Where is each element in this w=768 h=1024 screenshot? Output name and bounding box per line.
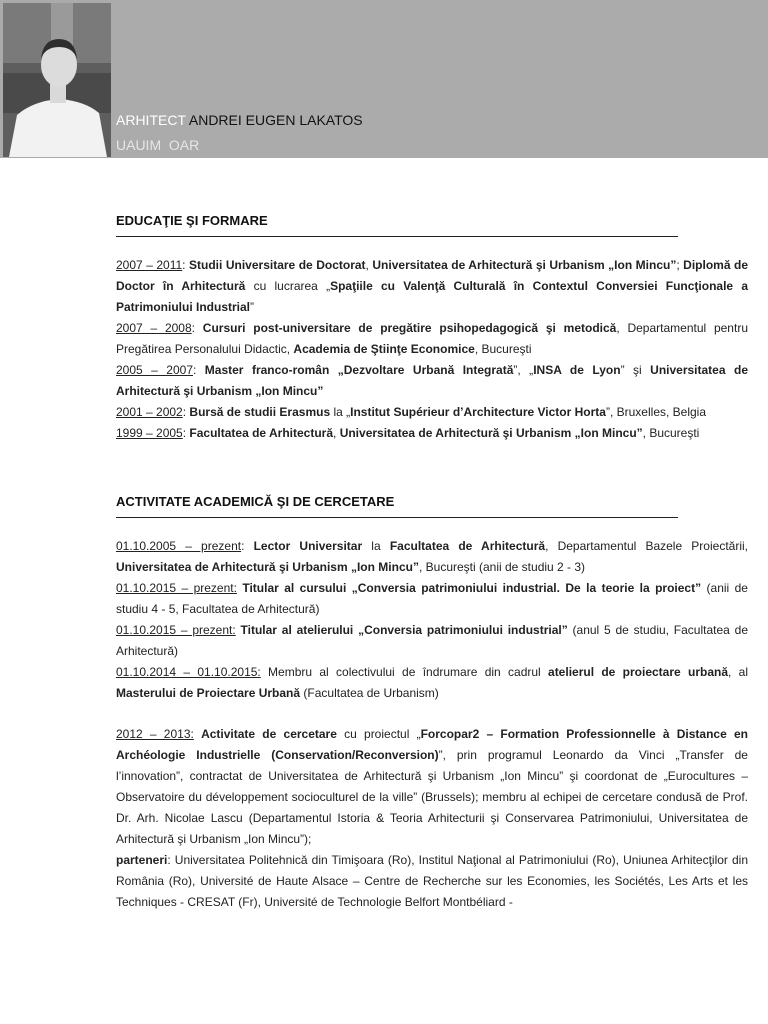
entry-text-bold: atelierul de proiectare urbană [548,665,729,679]
entry-text-bold: Universitatea de Arhitectură şi Urbanism „Ion Mincu” [372,258,677,272]
entry-date: 2001 – 2002 [116,405,183,419]
education-section [116,213,748,444]
entry-text: : [191,321,203,335]
entry-text: la [362,539,390,553]
profile-photo [3,3,111,157]
entry-text: : [182,426,190,440]
cv-entry [116,850,748,913]
entry-text: ; [676,258,684,272]
cv-entry [116,360,748,402]
academic-entries [116,536,748,913]
entry-date: 2005 – 2007 [116,363,193,377]
entry-text-bold: Master franco-român „Dezvoltare Urbană Integrată [204,363,514,377]
entry-text-bold: Facultatea de Arhitectură [389,539,546,553]
entry-text: Membru al colectivului de îndrumare din cadrul [260,665,549,679]
entry-text: , Departamentul Bazele Proiectării, [545,539,748,553]
header-banner [0,0,768,158]
entry-text: ” [250,300,255,314]
entry-date: 2007 – 2011 [116,258,183,272]
entry-text-bold: Studii Universitare de Doctorat [189,258,366,272]
entry-text-bold: Universitatea de Arhitectură şi Urbanism „Ion Mincu” [116,560,419,574]
entry-text: la „ [330,405,351,419]
cv-entry [116,423,748,444]
entry-text: ”, „ [513,363,534,377]
entry-text-bold: Titular al atelierului „Conversia patrimoniului industrial” [240,623,568,637]
entry-text-bold: INSA de Lyon [533,363,621,377]
entry-text: : Universitatea Politehnică din Timişoara (Ro), Institul Naţional al Patrimoniului (Ro), Uniunea Arhitecţilor din România (Ro), Université de Haute Alsace – Centre de Recherche sur les Economies, les Sociétés, Les Arts et les Techniques - CRESAT (Fr), Université de Technologie Belfort Montbéliard - [116,853,748,909]
entry-text [194,727,201,741]
entry-text: ”, Bruxelles, Belgia [605,405,707,419]
entry-text-bold: parteneri [116,853,168,867]
entry-text-bold: Academia de Ştiinţe Economice [293,342,475,356]
entry-text: (anul 5 de studiu, Facultatea de Arhitectură) [116,623,748,658]
cv-entry [116,724,748,850]
entry-text: , Bucureşti (anii de studiu 2 - 3) [418,560,586,574]
entry-text: cu proiectul „ [336,727,421,741]
entry-text-bold: Facultatea de Arhitectură [189,426,334,440]
entry-text: : [241,539,254,553]
entry-text-bold: Diplomă de Doctor în Arhitectură [116,258,749,293]
entry-text-bold: Masterului de Proiectare Urbană [116,686,301,700]
entry-text-bold: Institut Supérieur d’Architecture Victor Horta [350,405,606,419]
entry-text: , al [728,665,748,679]
entry-text: : [182,258,190,272]
entry-text: , Departamentul pentru Pregătirea Personalului Didactic, [116,321,748,356]
entry-date: 01.10.2014 – 01.10.2015: [116,665,261,679]
entry-date: 01.10.2005 – prezent [116,539,242,553]
entry-text-bold: Bursă de studii Erasmus [189,405,331,419]
name-heading [116,112,363,128]
entry-date: 1999 – 2005 [116,426,183,440]
entry-text: (anii de studiu 4 - 5, Facultatea de Arhitectură) [116,581,748,616]
entry-text: (Facultatea de Urbanism) [300,686,439,700]
education-entries [116,255,748,444]
section-title-academic: ACTIVITATE ACADEMICĂ ŞI DE CERCETARE [116,494,678,518]
cv-entry [116,662,748,704]
entry-text: cu lucrarea „ [245,279,331,293]
entry-text: ” şi [620,363,651,377]
cv-entry [116,536,748,578]
profile-photo-image [3,3,111,157]
cv-entry [116,578,748,620]
entry-text-bold: Universitatea de Arhitectură şi Urbanism „Ion Mincu” [116,363,748,398]
cv-entry [116,318,748,360]
entry-text: , [333,426,340,440]
person-name: ANDREI EUGEN LAKATOS [188,112,363,128]
entry-date: 01.10.2015 – prezent: [116,581,237,595]
entry-date: 01.10.2015 – prezent: [116,623,236,637]
entry-text-bold: Activitate de cercetare [201,727,337,741]
entry-date: 2012 – 2013: [116,727,194,741]
entry-text-bold: Titular al cursului „Conversia patrimoniului industrial. De la teorie la proiect” [242,581,702,595]
entry-text: : [182,405,190,419]
entry-text: ”, prin programul Leonardo da Vinci „Transfer de l’innovation”, contractat de Universitatea de Arhitectură şi Urbanism „Ion Mincu” şi coordonat de „Eurocultures – Observatoire du développement socioculturel de la ville” (Brussels); membru al echipei de cercetare condusă de Prof. Dr. Arh. Nicolae Lascu (Departamentul Istoria & Teoria Arhitecturii şi Conservarea Patrimoniului, Universitatea de Arhitectură şi Urbanism „Ion Mincu”); [116,748,748,846]
entry-text-bold: Lector Universitar [253,539,363,553]
entry-spacer [116,704,748,724]
entry-text: : [193,363,205,377]
cv-entry [116,402,748,423]
organization-line: UAUIM OAR [116,137,200,153]
entry-text-bold: Universitatea de Arhitectură şi Urbanism „Ion Mincu” [339,426,643,440]
entry-text: , Bucureşti [474,342,532,356]
entry-date: 2007 – 2008 [116,321,192,335]
entry-text: , [365,258,373,272]
entry-text-bold: Forcopar2 – Formation Professionnelle à Distance en Archéologie Industrielle (Conservation/Reconversion) [116,727,748,762]
name-prefix: ARHITECT [116,112,189,128]
academic-section [116,494,748,913]
section-title-education: EDUCAŢIE ŞI FORMARE [116,213,678,237]
cv-entry [116,255,748,318]
entry-text-bold: Spaţiile cu Valenţă Culturală în Contextul Conversiei Funcţionale a Patrimoniului Industrial [116,279,748,314]
cv-entry [116,620,748,662]
entry-text-bold: Cursuri post-universitare de pregătire psihopedagogică şi metodică [202,321,617,335]
entry-text: , Bucureşti [642,426,700,440]
